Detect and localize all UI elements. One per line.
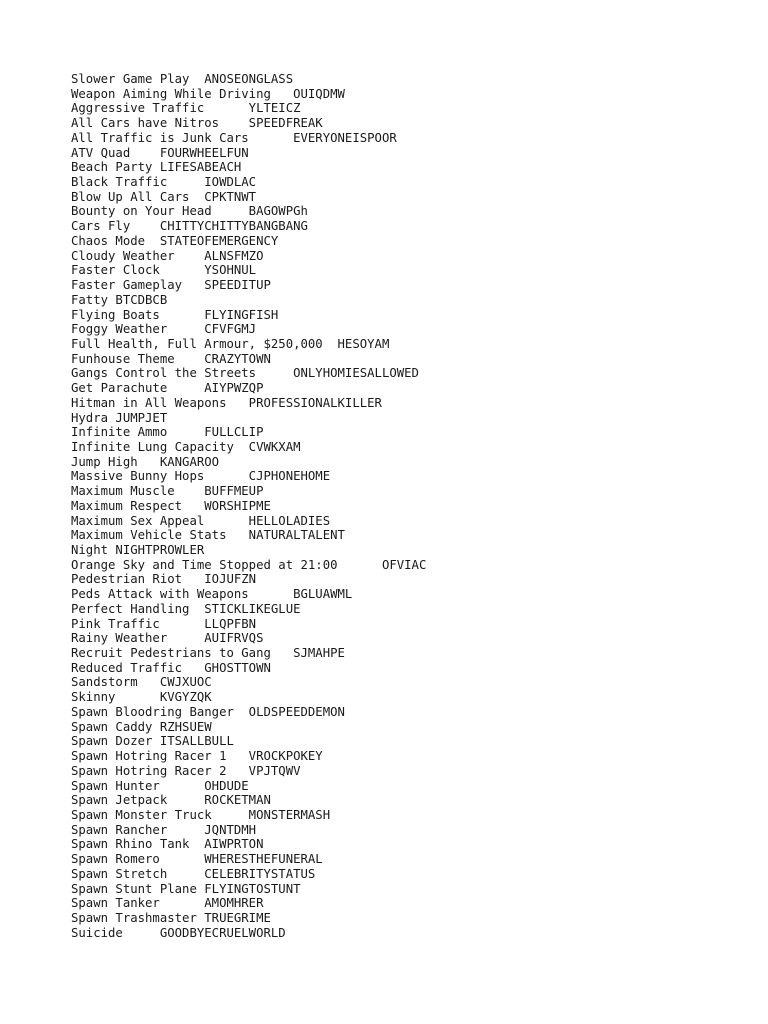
cheat-code-line: Aggressive Traffic YLTEICZ bbox=[71, 101, 301, 116]
cheat-code-line: Spawn Hunter OHDUDE bbox=[71, 778, 249, 793]
cheat-code-line: Slower Game Play ANOSEONGLASS bbox=[71, 72, 294, 86]
cheat-code-line: Suicide GOODBYECRUELWORLD bbox=[71, 925, 286, 940]
cheat-code-line: Sandstorm CWJXUOC bbox=[71, 675, 212, 690]
cheat-code-line: Night NIGHTPROWLER bbox=[71, 543, 205, 557]
cheat-code-line: Spawn Dozer ITSALLBULL bbox=[71, 734, 234, 749]
cheat-code-line: Black Traffic IOWDLAC bbox=[71, 175, 257, 190]
cheat-code-line: Get Parachute AIYPWZQP bbox=[71, 381, 264, 396]
cheat-code-line: Faster Clock YSOHNUL bbox=[71, 263, 257, 278]
cheat-code-list bbox=[71, 72, 426, 940]
cheat-code-line: Spawn Hotring Racer 1 VROCKPOKEY bbox=[71, 749, 323, 764]
cheat-code-line: Hydra JUMPJET bbox=[71, 410, 168, 425]
cheat-code-line: Spawn Romero WHERESTHEFUNERAL bbox=[71, 852, 323, 867]
cheat-code-line: Bounty on Your Head BAGOWPGh bbox=[71, 204, 308, 219]
cheat-code-line: Pedestrian Riot IOJUFZN bbox=[71, 572, 257, 587]
cheat-code-line: Flying Boats FLYINGFISH bbox=[71, 307, 279, 322]
cheat-code-line: Reduced Traffic GHOSTTOWN bbox=[71, 660, 271, 675]
cheat-code-line: Faster Gameplay SPEEDITUP bbox=[71, 278, 271, 293]
cheat-code-line: Spawn Monster Truck MONSTERMASH bbox=[71, 807, 331, 822]
cheat-code-line: Spawn Trashmaster TRUEGRIME bbox=[71, 910, 271, 925]
cheat-code-line: Skinny KVGYZQK bbox=[71, 690, 212, 705]
cheat-code-line: Spawn Rhino Tank AIWPRTON bbox=[71, 837, 264, 852]
cheat-code-line: Spawn Bloodring Banger OLDSPEEDDEMON bbox=[71, 704, 345, 719]
cheat-code-line: Maximum Muscle BUFFMEUP bbox=[71, 484, 264, 499]
cheat-code-line: Spawn Tanker AMOMHRER bbox=[71, 896, 264, 911]
cheat-code-line: Blow Up All Cars CPKTNWT bbox=[71, 189, 257, 204]
cheat-code-line: All Traffic is Junk Cars EVERYONEISPOOR bbox=[71, 130, 397, 145]
cheat-code-line: Spawn Rancher JQNTDMH bbox=[71, 822, 257, 837]
cheat-code-line: Recruit Pedestrians to Gang SJMAHPE bbox=[71, 646, 345, 661]
cheat-code-line: ATV Quad FOURWHEELFUN bbox=[71, 145, 249, 160]
cheat-code-line: Peds Attack with Weapons BGLUAWML bbox=[71, 587, 353, 602]
cheat-code-line: Cloudy Weather ALNSFMZO bbox=[71, 248, 264, 263]
cheat-code-line: Spawn Caddy RZHSUEW bbox=[71, 719, 212, 734]
cheat-code-line: Maximum Sex Appeal HELLOLADIES bbox=[71, 513, 331, 528]
cheat-code-line: Beach Party LIFESABEACH bbox=[71, 160, 242, 175]
cheat-code-line: Infinite Lung Capacity CVWKXAM bbox=[71, 439, 301, 454]
cheat-code-line: Weapon Aiming While Driving OUIQDMW bbox=[71, 86, 345, 101]
cheat-code-line: Rainy Weather AUIFRVQS bbox=[71, 631, 264, 646]
cheat-code-line: All Cars have Nitros SPEEDFREAK bbox=[71, 116, 323, 131]
cheat-code-line: Full Health, Full Armour, $250,000 HESOYAM bbox=[71, 336, 390, 351]
cheat-code-line: Fatty BTCDBCB bbox=[71, 292, 168, 307]
cheat-code-line: Massive Bunny Hops CJPHONEHOME bbox=[71, 469, 331, 484]
cheat-code-line: Jump High KANGAROO bbox=[71, 454, 220, 469]
cheat-code-line: Spawn Hotring Racer 2 VPJTQWV bbox=[71, 763, 301, 778]
cheat-code-line: Cars Fly CHITTYCHITTYBANGBANG bbox=[71, 219, 308, 234]
cheat-code-line: Spawn Stretch CELEBRITYSTATUS bbox=[71, 866, 316, 881]
cheat-code-line: Perfect Handling STICKLIKEGLUE bbox=[71, 601, 301, 616]
cheat-code-line: Gangs Control the Streets ONLYHOMIESALLOWED bbox=[71, 366, 419, 381]
cheat-code-line: Infinite Ammo FULLCLIP bbox=[71, 425, 264, 440]
cheat-code-line: Spawn Jetpack ROCKETMAN bbox=[71, 793, 271, 808]
cheat-code-line: Pink Traffic LLQPFBN bbox=[71, 616, 257, 631]
cheat-code-line: Chaos Mode STATEOFEMERGENCY bbox=[71, 233, 279, 248]
cheat-code-line: Funhouse Theme CRAZYTOWN bbox=[71, 351, 271, 366]
cheat-code-line: Maximum Respect WORSHIPME bbox=[71, 498, 271, 513]
cheat-code-line: Orange Sky and Time Stopped at 21:00 OFVIAC bbox=[71, 557, 427, 572]
cheat-code-line: Maximum Vehicle Stats NATURALTALENT bbox=[71, 528, 345, 543]
cheat-code-line: Hitman in All Weapons PROFESSIONALKILLER bbox=[71, 395, 382, 410]
cheat-code-line: Spawn Stunt Plane FLYINGTOSTUNT bbox=[71, 881, 301, 896]
cheat-code-line: Foggy Weather CFVFGMJ bbox=[71, 322, 257, 337]
